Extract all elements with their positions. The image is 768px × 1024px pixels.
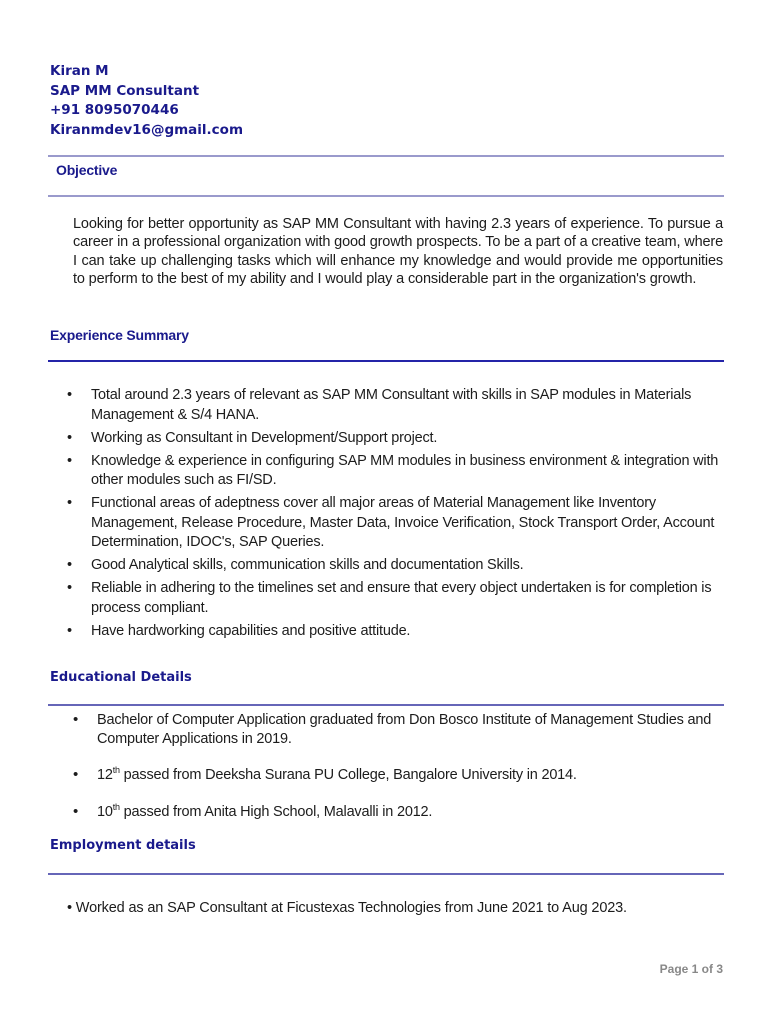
education-heading: Educational Details — [50, 670, 192, 685]
bullet-icon: • — [67, 429, 72, 446]
bullet-icon: • — [67, 387, 72, 403]
list-item-text: Bachelor of Computer Application graduated from Don Bosco Institute of Management Studies and Computer Applications in 2019. — [97, 712, 712, 747]
ordinal-suffix: th — [112, 765, 120, 775]
experience-heading: Experience Summary — [50, 327, 189, 343]
bullet-icon: • — [73, 766, 79, 783]
divider — [48, 873, 724, 875]
list-item-text: passed from Deeksha Surana PU College, Bangalore University in 2014. — [119, 767, 577, 783]
list-item — [67, 622, 727, 642]
bullet-icon: • — [67, 622, 72, 639]
bullet-icon: • — [73, 711, 79, 728]
page-number: Page 1 of 3 — [659, 962, 723, 976]
divider — [48, 360, 724, 362]
divider — [48, 195, 724, 197]
divider — [48, 155, 724, 157]
bullet-icon: • — [67, 557, 72, 573]
bullet-icon: • — [67, 580, 72, 596]
education-list — [73, 711, 723, 821]
employment-item: • Worked as an SAP Consultant at Ficustexas Technologies from June 2021 to Aug 2023. — [67, 900, 627, 916]
objective-text: Looking for better opportunity as SAP MM Consultant with having 2.3 years of experience. To pursue a career in a professional organization with good growth prospects. To be a part of a creative team, where I can take up challenging tasks which will enhance my knowledge and would provide me opportunities to perform to the best of my ability and I would play a considerable part in the organization's growth. — [73, 216, 723, 287]
list-item-text: passed from Anita High School, Malavalli in 2012. — [119, 803, 433, 820]
list-item — [73, 711, 723, 748]
contact-block — [50, 62, 243, 140]
ordinal-suffix: th — [112, 801, 120, 812]
list-item — [67, 386, 727, 425]
bullet-icon: • — [67, 495, 72, 511]
bullet-icon: • — [73, 802, 79, 820]
employment-heading: Employment details — [50, 838, 196, 853]
bullet-icon: • — [67, 452, 72, 469]
list-item-text: Total around 2.3 years of relevant as SAP MM Consultant with skills in SAP modules in Materials Management & S/4 HANA. — [91, 387, 692, 423]
list-item — [67, 579, 727, 618]
grade-number: 12 — [97, 767, 113, 783]
list-item-text: Functional areas of adeptness cover all major areas of Material Management like Inventory Management, Release Procedure, Master Data, Invoice Verification, Stock Transport Order, Account Determination, IDOC's, SAP Queries. — [91, 495, 715, 550]
list-item — [73, 803, 723, 822]
list-item-text: Reliable in adhering to the timelines set and ensure that every object undertaken is for completion is process compliant. — [91, 580, 712, 616]
candidate-title: SAP MM Consultant — [50, 82, 200, 99]
grade-number: 10 — [97, 803, 113, 820]
list-item — [67, 429, 727, 449]
list-item-text: Working as Consultant in Development/Support project. — [91, 429, 438, 446]
list-item — [67, 494, 727, 553]
candidate-phone: +91 8095070446 — [50, 102, 179, 118]
experience-list — [67, 386, 727, 645]
objective-heading: Objective — [56, 162, 118, 178]
candidate-name: Kiran M — [50, 63, 109, 79]
list-item — [73, 766, 723, 785]
list-item-text: Good Analytical skills, communication skills and documentation Skills. — [91, 557, 524, 573]
list-item-text: Have hardworking capabilities and positive attitude. — [91, 622, 411, 639]
list-item-text: Knowledge & experience in configuring SAP MM modules in business environment & integration with other modules such as FI/SD. — [91, 452, 719, 488]
candidate-email: Kiranmdev16@gmail.com — [50, 121, 244, 138]
divider — [48, 704, 724, 706]
list-item — [67, 556, 727, 576]
list-item — [67, 452, 727, 491]
